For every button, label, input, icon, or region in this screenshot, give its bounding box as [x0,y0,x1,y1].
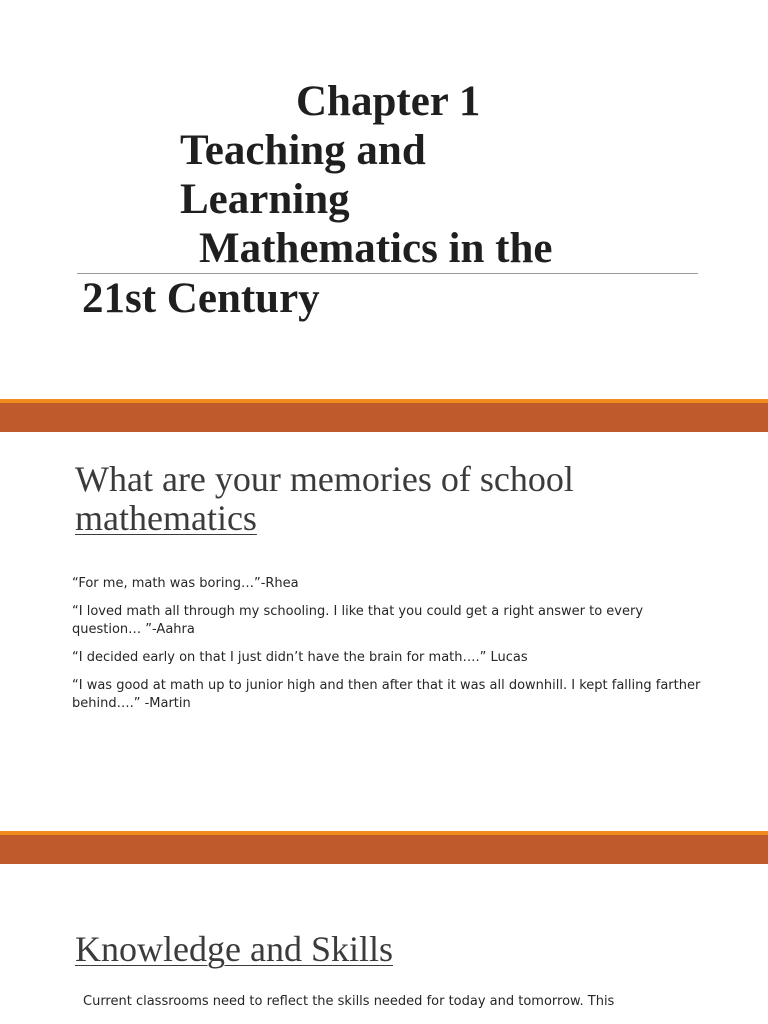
quote-list [72,575,712,723]
knowledge-body-text: Current classrooms need to reflect the skills needed for today and tomorrow. This [83,994,615,1009]
title-line-learning: Learning [180,176,350,223]
separator-bar [0,403,768,432]
title-divider-rule [77,273,698,274]
memories-heading-underlined: mathematics [75,498,257,538]
quote-lucas: “I decided early on that I just didn’t have the brain for math….” Lucas [72,650,528,665]
separator-bar [0,835,768,864]
quote-martin: “I was good at math up to junior high and then after that it was all downhill. I kept falling farther behind….” -Martin [72,678,701,711]
title-line-mathematics: Mathematics in the [199,225,553,272]
knowledge-heading [75,930,393,969]
title-line-century: 21st Century [82,275,320,322]
knowledge-heading-underlined: Knowledge [75,929,241,969]
slide-separator [0,831,768,864]
title-line-chapter: Chapter 1 [296,78,481,125]
quote-aahra: “I loved math all through my schooling. I like that you could get a right answer to every question… ”-Aahra [72,604,644,637]
memories-heading-text: What are your memories of school [75,459,574,499]
quote-rhea: “For me, math was boring…”-Rhea [72,576,299,591]
title-line-teaching: Teaching and [180,127,426,174]
knowledge-heading-rest: and Skills [240,929,393,969]
slide-separator [0,399,768,432]
memories-heading [75,460,715,538]
